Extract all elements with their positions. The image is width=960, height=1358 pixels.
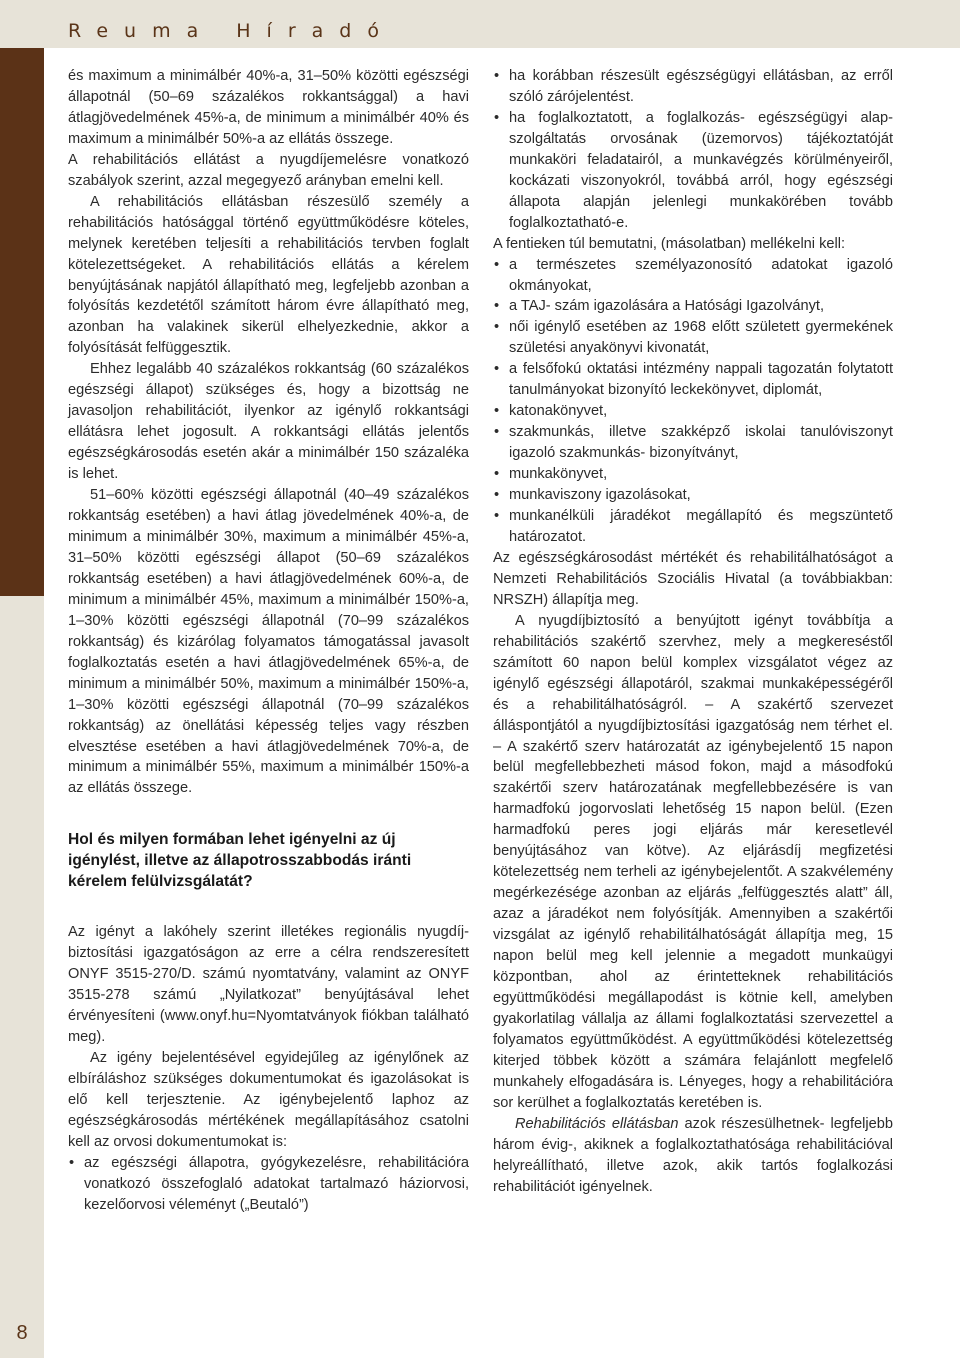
document-list: [493, 66, 893, 234]
section-heading: Hol és milyen formában lehet igényelni az új igénylést, illetve az állapotrosszabbodás iránti kérelem felülvizsgálatát?: [68, 831, 412, 891]
list-item: • a TAJ- szám igazolására a Hatósági Igazolványt,: [493, 296, 893, 317]
paragraph: Az egészségkárosodást mértékét és rehabilitálhatóságot a Nemzeti Rehabilitációs Szociális Hivatal (a továbbiakban: NRSZH) állapítja meg.: [493, 549, 893, 608]
paragraph: 51–60% közötti egészségi állapotnál (40–49 százalékos rokkantság esetében) a havi átlag jövedelmének 40%-a, de minimum a minimálbér 30%, maximum a minimálbér 45%-a, 31–50% közötti egészségi állapot (50–69 százalékos rokkantság esetében) a havi átlagjövedelmének 60%-a, de minimum a minimálbér 45%, maximum a minimálbér 150%-a, 1–30% közötti egészségi állapotnál (70–99 százalékos rokkantság) és kizárólag folyamatos támogatással javasolt foglalkoztatás esetén a havi átlagjövedelmének 65%-a, de minimum a minimálbér 50%, maximum a minimálbér 150%-a, 1–30% közötti egészségi állapotnál (70–99 százalékos rokkantság) az önellátási képesség teljes vagy részben elvesztése esetében a havi átlagjövedelmének 70%-a, de minimum a minimálbér 55%, maximum a minimálbér 150%-a az ellátás összege.: [68, 487, 469, 797]
list-item: • az egészségi állapotra, gyógykezelésre, rehabilitációra vonatkozó összefoglaló adatokat tartalmazó háziorvosi, kezelőorvosi véleményt („Beutaló”): [68, 1153, 469, 1216]
list-item: • ha korábban részesült egészségügyi ellátásban, az erről szóló zárójelentést.: [493, 66, 893, 108]
right-column: [493, 66, 893, 1197]
list-item: • női igénylő esetében az 1968 előtt született gyermekének születési anyakönyvi kivonatát,: [493, 317, 893, 359]
list-item: • ha foglalkoztatott, a foglalkozás- egészségügyi alapszolgáltatás orvosának (üzemorvos) tájékoztatóját munkaköri feladatairól, a munkavégzés körülményeiről, kockázati viszonyokról, továbbá arról, hogy egészségi állapota alapján jelenlegi munkakörében tovább foglalkoztatható-e.: [493, 108, 893, 234]
paragraph: A nyugdíjbiztosító a benyújtott igényt továbbítja a rehabilitációs szakértő szervhez, mely a megkereséstől számított 60 napon belül komplex vizsgálatot végez az igénylő egészségi állapotáról, szakmai munkaképességéről és a rehabilitálhatóságról. – A szakértő szervezet álláspontjától a nyugdíjbiztosítási igazgatóság nem térhet el. – A szakértő szerv határozatát az igénybejelentő 15 napon belül megfellebbezheti másod fokon, majd a másodfokú szakértői szerv határozatának megfellebbezésére is van harmadfokú jogorvoslati lehetőség 15 napon belül. (Ezen harmadfokú peres jogi eljárás már keresetlevél benyújtásához van kötve). Az eljárásdíj megfizetési kötelezettség nem terheli az igénybejelentőt. A szakvélemény megérkezésége azonban az eljárás „felfüggesztés alatt” áll, azaz a járadékot nem folyósítják. Amennyiben a szakértői vizsgálat az igénylő rehabilitálhatóságát állapítja meg, 15 napon belül meg kell jelennie a megadott munkaügyi központban, ahol az érintetteknek rehabilitációs együttműködési megállapodást is kötnie kell, amelyben gyakorlatilag vállalja az állami foglalkoztatási szervezettel a folyamatos együttműködést. A együttműködési kötelezettség kiterjed többek között a számára felajánlott megfelelő munkahely elfogadására is. Lényeges, hogy a rehabilitációra sor kerülhet a foglalkoztatás keretében is.: [493, 612, 893, 1111]
paragraph: A rehabilitációs ellátást a nyugdíjemelésre vonatkozó szabályok szerint, azzal megegyező arányban emelni kell.: [68, 151, 469, 189]
paragraph: Az igény bejelentésével egyidejűleg az igénylőnek az elbíráláshoz szükséges dokumentumokat és igazolásokat is elő kell terjesztenie. Az igénybejelentő laphoz az egészségkárosodás mértékének megállapításához csatolni kell az orvosi dokumentumokat is:: [68, 1050, 469, 1150]
list-item: • munkaviszony igazolásokat,: [493, 485, 893, 506]
paragraph: Az igényt a lakóhely szerint illetékes regionális nyugdíjbiztosítási igazgatóságon az erre a célra rendszeresített ONYF 3515-270/D. számú nyomtatvány, valamint az ONYF 3515-278 számú „Nyilatkozat” benyújtásával lehet érvényesíteni (www.onyf.hu=Nyomtatványok fiókban található meg).: [68, 924, 469, 1046]
italic-term: Rehabilitációs ellátásban: [515, 1115, 679, 1132]
magazine-title: Reuma Híradó: [68, 20, 395, 42]
list-item: • szakmunkás, illetve szakképző iskolai tanulóviszonyt igazoló szakmunkás- bizonyítványt,: [493, 422, 893, 464]
attachment-list: [493, 255, 893, 548]
paragraph-text: azok részesülhetnek- legfeljebb három évig-, akiknek a foglalkoztathatósága rehabilitációval helyreállítható, illetve azok, akik tartós foglalkozási rehabilitációt igényelnek.: [493, 1115, 893, 1195]
paragraph: [493, 1114, 893, 1198]
list-item: • a természetes személyazonosító adatokat igazoló okmányokat,: [493, 255, 893, 297]
list-item: • munkanélküli járadékot megállapító és megszüntető határozatot.: [493, 506, 893, 548]
page-number: 8: [16, 1322, 28, 1344]
list-item: • a felsőfokú oktatási intézmény nappali tagozatán folytatott tanulmányokat bizonyító leckekönyvet, diplomát,: [493, 359, 893, 401]
document-list: [68, 1153, 469, 1216]
left-column: [68, 66, 469, 1216]
list-item: • munkakönyvet,: [493, 464, 893, 485]
paragraph: és maximum a minimálbér 40%-a, 31–50% közötti egészségi állapotnál (50–69 százalékos rokkantsággal) a havi átlagjövedelmének 45%-a, de minimum a minimálbér 40% és maximum a minimálbér 50%-a az ellátás összege.: [68, 68, 469, 147]
paragraph: A rehabilitációs ellátásban részesülő személy a rehabilitációs hatósággal történő együttműködésre köteles, melynek keretében teljesíti a rehabilitációs tervben foglalt kötelezettségeket. A rehabilitációs ellátás a kérelem benyújtásának napjától állapítható meg, legfeljebb azonban a folyósítás kezdetétől számított három évre állapítható meg, azonban ha valakinek sikerül elhelyezkednie, akkor a folyósítását felfüggesztik.: [68, 193, 469, 357]
paragraph: Ehhez legalább 40 százalékos rokkantság (60 százalékos egészségi állapot) szükséges és, hogy a bizottság ne javasoljon rehabilitációt, ilyenkor az igénylő rokkantsági ellátásra lehet jogosult. A rokkantsági ellátás jelentős egészségkárosodás esetén akár a minimálbér 150 százaléka is lehet.: [68, 361, 469, 483]
side-accent-bar: [0, 48, 44, 596]
paragraph: A fentieken túl bemutatni, (másolatban) mellékelni kell:: [493, 235, 846, 252]
list-item: • katonakönyvet,: [493, 401, 893, 422]
